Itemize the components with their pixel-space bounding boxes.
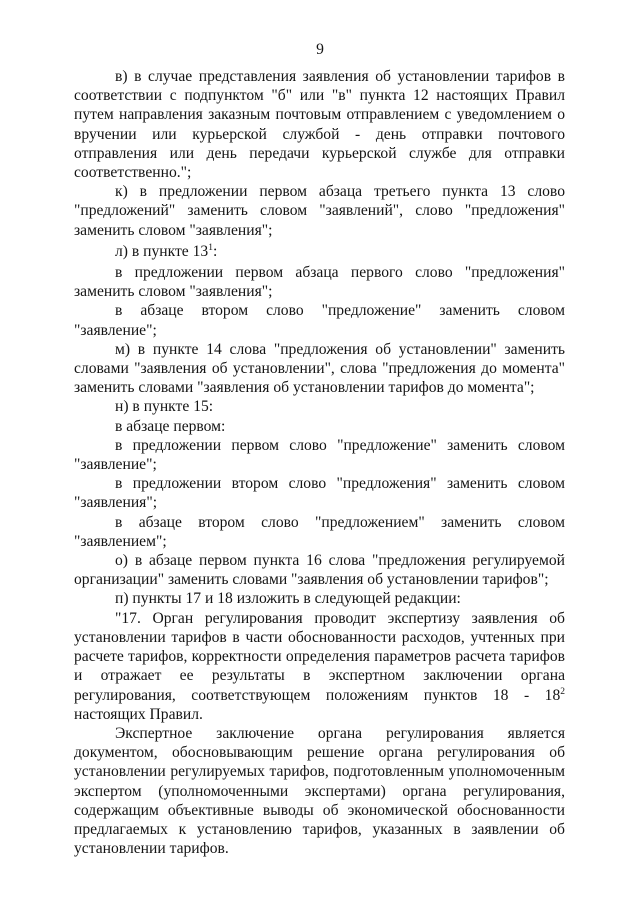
paragraph-p: п) пункты 17 и 18 изложить в следующей редакции: [115,590,461,608]
paragraph-l-item-1: в предложении первом абзаца первого слово "предложения" заменить словом "заявления"; [74,264,565,301]
paragraph-17: "17. Орган регулирования проводит экспертизу заявления об установлении тарифов в части обоснованности расходов, учтенных при расчете тарифов, корректности определения параметров расчета тарифов и отражает ее результаты в экспертном заключении органа регулирования, соответствующем положениям пунктов $18 - 18^2$ настоящих Правил. [74,609,565,723]
paragraph-n-item-2: в предложении втором слово "предложения" заменить словом "заявления"; [74,475,565,512]
paragraph-m: м) в пункте 14 слова "предложения об установлении" заменить словами "заявления об установлении", слова "предложения до момента" заменить словами "заявления об установлении тарифов до момента"; [74,340,565,397]
document-body [74,67,565,858]
paragraph-k: к) в предложении первом абзаца третьего пункта 13 слово "предложений" заменить словом "заявлений", слово "предложения" заменить словом "заявления"; [74,183,565,239]
paragraph-n-item-1: в предложении первом слово "предложение" заменить словом "заявление"; [74,436,565,474]
superscript: 1 [208,242,213,253]
page-number: 9 [316,41,324,58]
paragraph-v: в) в случае представления заявления об установлении тарифов в соответствии с подпунктом "б" или "в" пункта 12 настоящих Правил путем направления заказным почтовым отправлением с уведомлением о вручении или курьерской службой - день отправки почтового отправления или день передачи курьерской службе для отправки соответственно."; [74,68,565,182]
paragraph-n-item-3: в абзаце втором слово "предложением" заменить словом "заявлением"; [74,513,565,550]
superscript: 2 [560,686,565,697]
paragraph-l: л) в пункте $13^1$: [115,242,218,260]
paragraph-l-item-2: в абзаце втором слово "предложение" заменить словом "заявление"; [74,302,565,339]
paragraph-n-first: в абзаце первом: [115,417,226,435]
paragraph-expert-conclusion: Экспертное заключение органа регулирования является документом, обосновывающим решение органа регулирования об установлении регулируемых тарифов, подготовленным уполномоченным экспертом (уполномоченными экспертами) органа регулирования, содержащим объективные выводы об экономической обоснованности предлагаемых к установлению тарифов, указанных в заявлении об установлении тарифов. [74,724,565,858]
paragraph-o: о) в абзаце первом пункта 16 слова "предложения регулируемой организации" заменить словами "заявления об установлении тарифов"; [74,552,565,589]
paragraph-n: н) в пункте 15: [115,398,214,416]
